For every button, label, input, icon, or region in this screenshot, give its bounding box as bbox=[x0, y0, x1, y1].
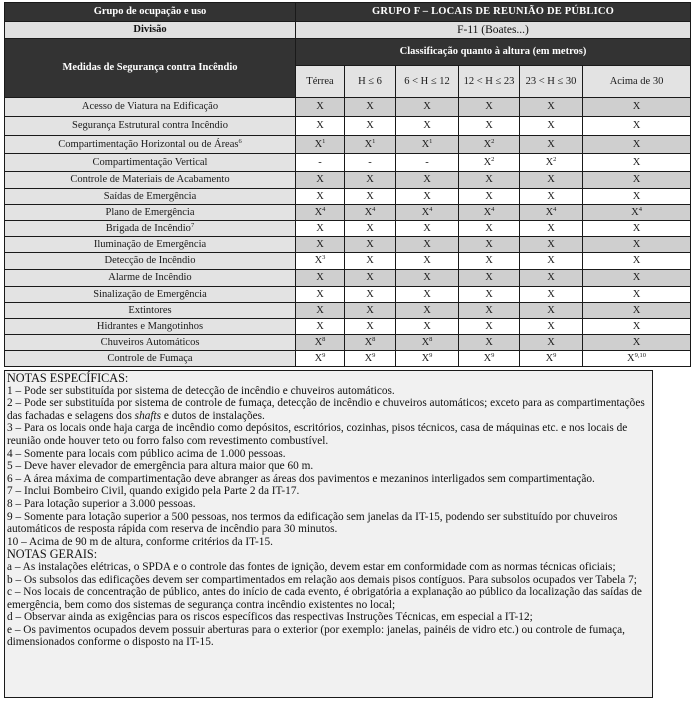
table-row bbox=[5, 237, 691, 253]
note-item: 2 – Pode ser substituída por sistema de controle de fumaça, detecção de incêndio e chuveiros automáticos; exceto para as compartimentações das fachadas e selagens dos shafts e dutos de instalações. bbox=[7, 397, 645, 422]
requirement-cell: X bbox=[345, 189, 396, 205]
group-label: Grupo de ocupação e uso bbox=[5, 3, 296, 22]
group-value: GRUPO F – LOCAIS DE REUNIÃO DE PÚBLICO bbox=[296, 3, 691, 22]
requirement-cell: X bbox=[583, 253, 691, 270]
measure-label: Detecção de Incêndio bbox=[5, 253, 296, 270]
table-row bbox=[5, 172, 691, 189]
requirement-cell: X bbox=[520, 237, 583, 253]
requirement-cell: $X^8$ bbox=[396, 335, 459, 351]
measure-label: Brigada de Incêndio$^7$ bbox=[5, 221, 296, 237]
requirement-cell: X bbox=[396, 237, 459, 253]
column-header: Térrea bbox=[296, 66, 345, 98]
requirement-cell: $X^1$ bbox=[296, 136, 345, 154]
requirement-cell: X bbox=[583, 237, 691, 253]
requirement-cell: X bbox=[396, 221, 459, 237]
footnote-ref: 9 bbox=[322, 351, 326, 359]
column-header: H ≤ 6 bbox=[345, 66, 396, 98]
measure-label: Compartimentação Vertical bbox=[5, 154, 296, 172]
height-classification-label: Classificação quanto à altura (em metros) bbox=[296, 39, 691, 66]
requirement-cell: X bbox=[583, 189, 691, 205]
requirement-cell: X bbox=[459, 303, 520, 319]
requirement-cell: X bbox=[396, 98, 459, 117]
requirement-cell: X bbox=[520, 270, 583, 287]
requirement-cell: X bbox=[396, 253, 459, 270]
requirement-cell: X bbox=[396, 270, 459, 287]
table-row bbox=[5, 270, 691, 287]
footnote-ref: 1 bbox=[429, 137, 433, 145]
table-row bbox=[5, 287, 691, 303]
requirement-cell: X bbox=[296, 172, 345, 189]
footnote-ref: 9 bbox=[553, 351, 557, 359]
table-row bbox=[5, 319, 691, 335]
requirement-cell: X bbox=[583, 319, 691, 335]
measure-label: Chuveiros Automáticos bbox=[5, 335, 296, 351]
footnote-ref: 9 bbox=[491, 351, 495, 359]
measure-label: Acesso de Viatura na Edificação bbox=[5, 98, 296, 117]
table-row bbox=[5, 136, 691, 154]
requirement-cell: $X^9$ bbox=[396, 351, 459, 367]
note-item: 5 – Deve haver elevador de emergência para altura maior que 60 m. bbox=[7, 460, 314, 473]
requirement-cell: X bbox=[296, 117, 345, 136]
requirement-cell: X bbox=[296, 98, 345, 117]
requirement-cell: X bbox=[345, 303, 396, 319]
specific-notes-title: NOTAS ESPECÍFICAS: bbox=[7, 371, 129, 385]
requirement-cell: X bbox=[583, 270, 691, 287]
requirement-cell: X bbox=[520, 221, 583, 237]
note-item: 8 – Para lotação superior a 3.000 pessoas. bbox=[7, 497, 196, 510]
requirement-cell: X bbox=[459, 237, 520, 253]
requirement-cell: X bbox=[345, 98, 396, 117]
note-item: e – Os pavimentos ocupados devem possuir aberturas para o exterior (por exemplo: janelas, painéis de vidro etc.) ou controle de fumaça, dimensionados conforme o disposto na IT-15. bbox=[7, 623, 625, 649]
specific-notes-list bbox=[7, 385, 652, 549]
requirement-cell: X bbox=[583, 117, 691, 136]
requirement-cell: X bbox=[296, 303, 345, 319]
requirement-cell: X bbox=[520, 117, 583, 136]
requirement-cell: X bbox=[459, 98, 520, 117]
footnote-ref: 9,10 bbox=[634, 351, 646, 359]
note-item: 9 – Somente para lotação superior a 500 pessoas, nos termos da edificação sem janelas da IT-15, podendo ser substituído por chuveiros automáticos de resposta rápida com reserva de incêndio para 30 minutos. bbox=[7, 510, 618, 536]
measure-label: Plano de Emergência bbox=[5, 205, 296, 221]
requirement-cell: X bbox=[583, 172, 691, 189]
footnote-ref: 4 bbox=[638, 205, 642, 213]
footnote-ref: 4 bbox=[429, 205, 433, 213]
requirement-cell: X bbox=[520, 189, 583, 205]
requirement-cell: X bbox=[396, 189, 459, 205]
requirement-cell: $X^2$ bbox=[520, 154, 583, 172]
table-row bbox=[5, 351, 691, 367]
requirement-cell: $X^8$ bbox=[345, 335, 396, 351]
requirement-cell: $X^9$ bbox=[345, 351, 396, 367]
requirement-cell: X bbox=[345, 237, 396, 253]
general-notes-title: NOTAS GERAIS: bbox=[7, 547, 98, 562]
footnote-ref: 9 bbox=[429, 351, 433, 359]
safety-measures-table bbox=[4, 2, 691, 367]
requirement-cell: $X^4$ bbox=[296, 205, 345, 221]
note-item: 1 – Pode ser substituída por sistema de detecção de incêndio e chuveiros automáticos. bbox=[7, 384, 395, 397]
footnote-ref: 9 bbox=[372, 351, 376, 359]
measure-label: Compartimentação Horizontal ou de Áreas$^6$ bbox=[5, 136, 296, 154]
column-header: Acima de 30 bbox=[583, 66, 691, 98]
requirement-cell: - bbox=[296, 154, 345, 172]
requirement-cell: $X^4$ bbox=[345, 205, 396, 221]
requirement-cell: $X^4$ bbox=[520, 205, 583, 221]
requirement-cell: X bbox=[520, 319, 583, 335]
note-item: 7 – Inclui Bombeiro Civil, quando exigido pela Parte 2 da IT-17. bbox=[7, 485, 300, 498]
requirement-cell: X bbox=[296, 237, 345, 253]
requirement-cell: X bbox=[459, 172, 520, 189]
requirement-cell: $X^1$ bbox=[345, 136, 396, 154]
note-item: c – Nos locais de concentração de público, antes do início de cada evento, é obrigatória a explanação ao público da localização das saídas de emergência, bem como dos sistemas de segurança contra incêndio existentes no local; bbox=[7, 586, 642, 611]
requirement-cell: $X^2$ bbox=[459, 154, 520, 172]
footnote-ref: 4 bbox=[372, 205, 376, 213]
requirement-cell: $X^4$ bbox=[583, 205, 691, 221]
footnote-ref: 6 bbox=[238, 137, 242, 145]
requirement-cell: X bbox=[520, 253, 583, 270]
footnote-ref: 2 bbox=[491, 137, 495, 145]
table-row bbox=[5, 154, 691, 172]
division-value: F-11 (Boates...) bbox=[296, 22, 691, 39]
requirement-cell: X bbox=[520, 303, 583, 319]
requirement-cell: X bbox=[583, 98, 691, 117]
measure-label: Alarme de Incêndio bbox=[5, 270, 296, 287]
requirement-cell: X bbox=[583, 335, 691, 351]
table-row bbox=[5, 221, 691, 237]
footnote-ref: 8 bbox=[429, 335, 433, 343]
footnote-ref: 8 bbox=[372, 335, 376, 343]
requirement-cell: X bbox=[296, 270, 345, 287]
table-row bbox=[5, 98, 691, 117]
note-item: 10 – Acima de 90 m de altura, conforme critérios da IT-15. bbox=[7, 535, 273, 548]
requirement-cell: X bbox=[345, 253, 396, 270]
measure-label: Controle de Fumaça bbox=[5, 351, 296, 367]
note-item: a – As instalações elétricas, o SPDA e o controle das fontes de ignição, devem estar em conformidade com as normas técnicas oficiais; bbox=[7, 560, 616, 573]
measure-label: Iluminação de Emergência bbox=[5, 237, 296, 253]
requirement-cell: X bbox=[583, 221, 691, 237]
requirement-cell: $X^3$ bbox=[296, 253, 345, 270]
column-header: 23 < H ≤ 30 bbox=[520, 66, 583, 98]
requirement-cell: X bbox=[296, 221, 345, 237]
requirement-cell: X bbox=[296, 287, 345, 303]
measure-label: Segurança Estrutural contra Incêndio bbox=[5, 117, 296, 136]
column-header: 6 < H ≤ 12 bbox=[396, 66, 459, 98]
requirement-cell: X bbox=[459, 189, 520, 205]
footnote-ref: 4 bbox=[553, 205, 557, 213]
measure-label: Hidrantes e Mangotinhos bbox=[5, 319, 296, 335]
table-row bbox=[5, 189, 691, 205]
requirement-cell: X bbox=[459, 319, 520, 335]
general-notes-list bbox=[7, 561, 652, 649]
column-header: 12 < H ≤ 23 bbox=[459, 66, 520, 98]
requirement-cell: X bbox=[296, 319, 345, 335]
footnote-ref: 1 bbox=[372, 137, 376, 145]
footnote-ref: 2 bbox=[553, 155, 557, 163]
footnote-ref: 1 bbox=[322, 137, 326, 145]
requirement-cell: X bbox=[345, 221, 396, 237]
note-item: 3 – Para os locais onde haja carga de incêndio como depósitos, escritórios, cozinhas, pisos técnicos, casa de máquinas etc. e nos locais de reunião onde houver teto ou forro falso com revestimento combustível. bbox=[7, 422, 628, 447]
footnote-ref: 4 bbox=[491, 205, 495, 213]
measure-label: Controle de Materiais de Acabamento bbox=[5, 172, 296, 189]
requirement-cell: $X^1$ bbox=[396, 136, 459, 154]
measures-label: Medidas de Segurança contra Incêndio bbox=[5, 39, 296, 98]
requirement-cell: $X^9$ bbox=[520, 351, 583, 367]
requirement-cell: X bbox=[396, 287, 459, 303]
requirement-cell: X bbox=[520, 172, 583, 189]
requirement-cell: X$^{9,10}$ bbox=[583, 351, 691, 367]
requirement-cell: X bbox=[459, 270, 520, 287]
requirement-cell: $X^4$ bbox=[459, 205, 520, 221]
requirement-cell: X bbox=[520, 335, 583, 351]
requirement-cell: X bbox=[396, 117, 459, 136]
requirement-cell: X bbox=[459, 287, 520, 303]
notes-box bbox=[4, 370, 653, 698]
footnote-ref: 4 bbox=[322, 205, 326, 213]
requirement-cell: X bbox=[583, 287, 691, 303]
footnote-ref: 3 bbox=[322, 254, 326, 261]
requirement-cell: X bbox=[520, 136, 583, 154]
table-row bbox=[5, 253, 691, 270]
requirement-cell: X bbox=[345, 319, 396, 335]
requirement-cell: $X^2$ bbox=[459, 136, 520, 154]
division-label: Divisão bbox=[5, 22, 296, 39]
requirement-cell: $X^9$ bbox=[296, 351, 345, 367]
requirement-cell: - bbox=[345, 154, 396, 172]
requirement-cell: X bbox=[459, 335, 520, 351]
requirement-cell: X bbox=[459, 253, 520, 270]
requirement-cell: X bbox=[396, 303, 459, 319]
requirement-cell: X bbox=[396, 319, 459, 335]
requirement-cell: X bbox=[583, 136, 691, 154]
requirement-cell: X bbox=[583, 303, 691, 319]
table-row bbox=[5, 205, 691, 221]
footnote-ref: 7 bbox=[190, 221, 195, 229]
requirement-cell: X bbox=[583, 154, 691, 172]
requirement-cell: X bbox=[345, 117, 396, 136]
requirement-cell: $X^9$ bbox=[459, 351, 520, 367]
requirement-cell: X bbox=[459, 221, 520, 237]
note-item: 6 – A área máxima de compartimentação deve abranger as áreas dos pavimentos e mezaninos interligados sem compartimentação. bbox=[7, 472, 595, 485]
table-row bbox=[5, 117, 691, 136]
footnote-ref: 8 bbox=[322, 335, 326, 343]
note-item: b – Os subsolos das edificações devem ser compartimentados em relação aos demais pisos contíguos. Para subsolos ocupados ver Tabela 7; bbox=[7, 573, 637, 586]
requirement-cell: $X^8$ bbox=[296, 335, 345, 351]
table-row bbox=[5, 303, 691, 319]
requirement-cell: X bbox=[459, 117, 520, 136]
requirement-cell: X bbox=[345, 287, 396, 303]
requirement-cell: X bbox=[296, 189, 345, 205]
requirement-cell: X bbox=[396, 172, 459, 189]
measure-label: Saídas de Emergência bbox=[5, 189, 296, 205]
requirement-cell: X bbox=[345, 172, 396, 189]
footnote-ref: 2 bbox=[491, 155, 495, 163]
requirement-cell: X bbox=[520, 287, 583, 303]
measure-label: Sinalização de Emergência bbox=[5, 287, 296, 303]
requirement-cell: X bbox=[520, 98, 583, 117]
requirement-cell: - bbox=[396, 154, 459, 172]
requirement-cell: X bbox=[345, 270, 396, 287]
requirement-cell: $X^4$ bbox=[396, 205, 459, 221]
note-item: 4 – Somente para locais com público acima de 1.000 pessoas. bbox=[7, 447, 286, 460]
measure-label: Extintores bbox=[5, 303, 296, 319]
note-item: d – Observar ainda as exigências para os riscos específicos das respectivas Instruções Técnicas, em especial a IT-12; bbox=[7, 611, 533, 624]
table-row bbox=[5, 335, 691, 351]
